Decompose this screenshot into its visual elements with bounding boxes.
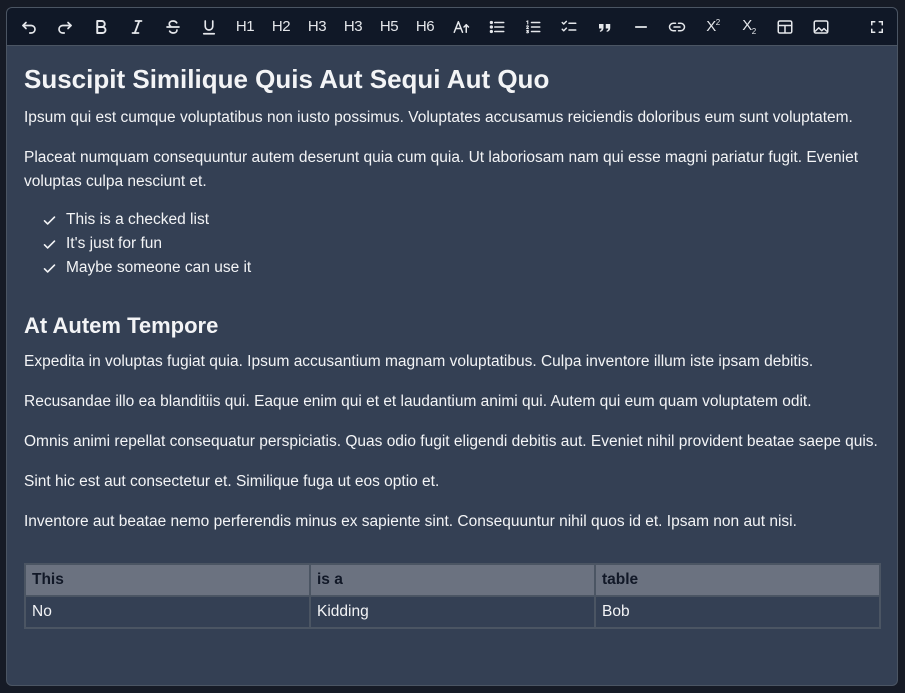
checklist-item-label: This is a checked list (66, 211, 209, 228)
checklist-button[interactable] (551, 12, 587, 42)
table-header-cell[interactable]: table (595, 564, 880, 596)
checklist (42, 208, 880, 280)
table-header-row (25, 564, 880, 596)
insert-table-button[interactable] (767, 12, 803, 42)
heading-6-label: H6 (415, 18, 435, 35)
superscript-button[interactable] (695, 12, 731, 42)
checkmark-icon[interactable] (42, 261, 66, 276)
table-row (25, 596, 880, 628)
checklist-item (42, 256, 880, 280)
quote-icon (596, 18, 614, 36)
ordered-list-button[interactable] (515, 12, 551, 42)
bullet-list-icon (488, 18, 506, 36)
checklist-item-label: Maybe someone can use it (66, 259, 252, 276)
heading-6-button[interactable] (407, 12, 443, 42)
superscript-icon: $X^2$ (706, 18, 720, 35)
fullscreen-button[interactable] (859, 12, 895, 42)
paragraph: Sint hic est aut consectetur et. Similique fuga ut eos optio et. (24, 473, 440, 490)
paragraph: Placeat numquam consequuntur autem deserunt quia cum quia. Ut laboriosam nam qui esse magni pariatur fugit. Eveniet voluptas culpa nesciunt et. (24, 149, 859, 190)
checklist-icon (560, 18, 578, 36)
heading-1-label: H1 (235, 18, 255, 35)
superscript-label: X (706, 18, 716, 35)
heading-3-button[interactable] (299, 12, 335, 42)
link-icon (668, 18, 686, 36)
heading-4-label: H3 (343, 18, 363, 35)
table-cell[interactable]: Bob (595, 596, 880, 628)
insert-image-button[interactable] (803, 12, 839, 42)
checkmark-icon[interactable] (42, 213, 66, 228)
rich-text-editor (6, 7, 898, 686)
section-heading: At Autem Tempore (24, 313, 219, 338)
strikethrough-button[interactable] (155, 12, 191, 42)
table-icon (776, 18, 794, 36)
table-header-cell[interactable]: This (25, 564, 310, 596)
content-table (24, 563, 881, 629)
heading-1-button[interactable] (227, 12, 263, 42)
checkmark-icon[interactable] (42, 237, 66, 252)
table-header-cell[interactable]: is a (310, 564, 595, 596)
paragraph: Omnis animi repellat consequatur perspiciatis. Quas odio fugit eligendi debitis aut. Eveniet nihil provident beatae saepe quis. (24, 433, 878, 450)
paragraph: Expedita in voluptas fugiat quia. Ipsum accusantium magnam voluptatibus. Culpa inventore illum iste ipsam debitis. (24, 353, 814, 370)
horizontal-rule-button[interactable] (623, 12, 659, 42)
subscript-button[interactable] (731, 12, 767, 42)
subscript-icon: $X_2$ (742, 17, 756, 36)
undo-icon (20, 18, 38, 36)
checklist-item (42, 208, 880, 232)
heading-5-label: H5 (379, 18, 399, 35)
document-title: Suscipit Similique Quis Aut Sequi Aut Quo (24, 64, 550, 94)
bullet-list-button[interactable] (479, 12, 515, 42)
paragraph: Recusandae illo ea blanditiis qui. Eaque enim qui et et laudantium animi qui. Autem qui eum quam voluptatem odit. (24, 393, 812, 410)
heading-3-label: H3 (307, 18, 327, 35)
heading-2-label: H2 (271, 18, 291, 35)
undo-button[interactable] (11, 12, 47, 42)
checklist-item-label: It's just for fun (66, 235, 162, 252)
font-size-increase-button[interactable] (443, 12, 479, 42)
underline-button[interactable] (191, 12, 227, 42)
horizontal-rule-icon (632, 18, 650, 36)
redo-button[interactable] (47, 12, 83, 42)
editor-content[interactable] (7, 46, 897, 686)
heading-2-button[interactable] (263, 12, 299, 42)
paragraph: Inventore aut beatae nemo perferendis minus ex sapiente sint. Consequuntur nihil quos id et. Ipsam non aut nisi. (24, 513, 797, 530)
bold-icon (92, 18, 110, 36)
italic-icon (128, 18, 146, 36)
paragraph: Ipsum qui est cumque voluptatibus non iusto possimus. Voluptates accusamus reiciendis doloribus eum sunt voluptatem. (24, 109, 853, 126)
heading-4-button[interactable] (335, 12, 371, 42)
heading-5-button[interactable] (371, 12, 407, 42)
strikethrough-icon (164, 18, 182, 36)
blockquote-button[interactable] (587, 12, 623, 42)
checklist-item (42, 232, 880, 256)
link-button[interactable] (659, 12, 695, 42)
ordered-list-icon (524, 18, 542, 36)
table-cell[interactable]: Kidding (310, 596, 595, 628)
image-icon (812, 18, 830, 36)
subscript-label: X (742, 17, 752, 34)
italic-button[interactable] (119, 12, 155, 42)
bold-button[interactable] (83, 12, 119, 42)
font-size-increase-icon (452, 18, 470, 36)
table-cell[interactable]: No (25, 596, 310, 628)
fullscreen-icon (868, 18, 886, 36)
redo-icon (56, 18, 74, 36)
editor-toolbar (7, 8, 897, 46)
underline-icon (200, 18, 218, 36)
